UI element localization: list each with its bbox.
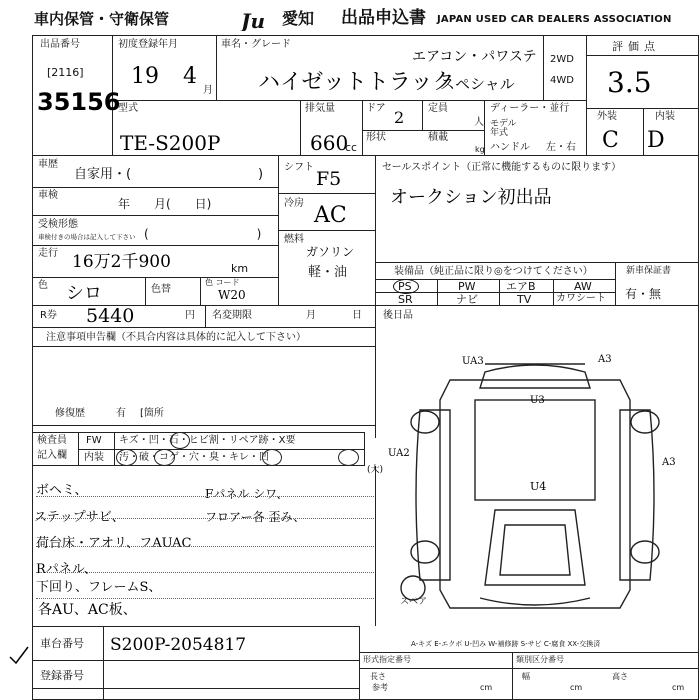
color-label: 色 [38,280,48,291]
color-change-label: 色替 [151,284,171,295]
name-change-day: 日 [352,310,362,321]
remark-4: フロアー各 歪み、 [205,510,306,524]
dealer-label: ディーラー・並行 [490,103,570,114]
exterior-grade: C [602,128,619,153]
repair-label: 修復歴 [55,408,85,419]
remark-8: 各AU、AC板、 [38,602,137,618]
car-name: ハイゼットトラック [258,70,455,95]
rear-seat-label: 後日品 [383,310,413,321]
lot-number: 35156 [37,88,121,116]
exterior-label: 外装 [597,111,617,122]
ticket-label: R券 [40,310,57,321]
inspector-label-1: 検査員 [37,435,67,446]
inspector-fw: FW [86,435,102,446]
remark-6: Rパネル、 [36,562,97,577]
displacement-value: 660 [310,131,349,155]
damage-mark-u4: U4 [530,480,547,493]
check-mark-icon [8,645,30,667]
ref-label: 参考 [372,683,388,692]
ju-logo-icon [240,9,280,31]
ju-logo [240,9,280,31]
registration-label: 初度登録年月 [118,39,178,50]
equip-airbag: エアB [506,280,536,293]
doors-label: ドア [366,103,386,114]
sales-point-text: オークション初出品 [390,187,552,208]
org-name: 愛知 [282,9,315,28]
color-code-value: W20 [218,288,246,302]
fuel-label: 燃料 [284,234,304,245]
grade-score: 3.5 [607,66,652,99]
remark-3: ステップサビ、 [34,510,125,525]
equip-aw: AW [574,280,592,293]
type-number-label: 形式指定番号 [363,655,411,664]
car-name-label: 車名・グレード [221,39,291,50]
reception-label: 受検形態 [38,219,78,230]
interior-grade: D [647,128,665,153]
name-change-label: 名変期限 [212,310,252,321]
inspection-date: 年 月( 日) [118,197,212,211]
reception-note: 車検付きの場合は記入して下さい [38,233,136,241]
name-change-month: 月 [306,310,316,321]
fuel-gasoline: ガソリン [306,245,355,259]
ticket-unit: 円 [185,310,195,321]
model-value: TE-S200P [120,131,221,155]
sales-point-label: セールスポイント（正常に機能するものに限ります） [382,162,622,173]
class-number-label: 類別区分番号 [516,655,564,664]
shift-label: シフト [284,162,314,173]
inspector-label-2: 記入欄 [37,450,67,461]
remark-2: Fパネル シワ、 [205,487,289,501]
english-title: JAPAN USED CAR DEALERS ASSOCIATION [437,14,672,25]
circle-mark-dent2 [338,449,359,466]
grade-line2: スペシャル [440,75,515,93]
remark-7: 下回り、フレームS、 [36,580,162,595]
equip-pw: PW [458,280,476,293]
height-unit: cm [672,683,685,692]
shift-value: F5 [316,168,342,190]
length-unit: cm [480,683,493,692]
damage-mark-ua3: UA3 [462,356,484,367]
displacement-label: 排気量 [305,103,335,114]
shape-label: 形状 [366,132,386,143]
damage-mark-ua2: UA2 [388,448,410,459]
aircon-value: AC [314,203,347,228]
interior-label: 内装 [655,111,675,122]
damage-mark-large: (大) [367,465,384,475]
drive-2wd: 2WD [550,54,574,65]
circle-mark-dirty [116,449,137,466]
reception-value: ( ) [144,227,262,241]
damage-mark-u3: U3 [530,395,545,406]
grade-label: 評価点 [612,40,660,53]
mileage-label: 走行 [38,248,58,259]
warranty-options: 有・無 [625,287,662,301]
repair-value: 有 [116,408,126,419]
displacement-unit: cc [345,141,358,154]
chassis-value: S200P-2054817 [110,635,247,655]
remark-5: 荷台床・アオリ、フAUAC [36,536,192,551]
fuel-light-oil: 軽・油 [308,265,348,280]
chassis-label: 車台番号 [40,637,84,650]
length-label: 長さ [370,672,386,681]
height-label: 高さ [612,672,628,681]
equipment-label: 装備品（純正品に限り◎をつけてください） [394,266,593,277]
damage-legend: A-キズ E-エクボ U-凹み W-補修跡 S-サビ C-腐食 XX-交換済 [411,640,601,648]
capacity-unit: 人 [474,117,484,128]
handle-label: ハンドル [490,142,530,153]
registration-month-unit: 月 [203,85,213,96]
notes-label: 注意事項申告欄（不具合内容は具体的に記入して下さい） [46,332,306,343]
inspection-label: 車検 [38,190,58,201]
circle-mark-dent [170,432,190,449]
mileage-unit: km [231,262,249,275]
equip-sr: SR [398,293,413,306]
spare-label: スペア [400,597,428,607]
ticket-value: 5440 [86,305,135,327]
mileage-value: 16万2千900 [72,252,171,272]
doors-value: 2 [394,108,405,127]
model-label: 型式 [118,103,138,114]
capacity-label: 定員 [428,103,448,114]
storage-label: 車内保管・守衛保管 [34,10,170,28]
lot-bracket: [2116] [47,66,84,79]
grade-line1: エアコン・パワステ [412,49,537,65]
circle-mark-odor [262,449,282,466]
drive-4wd: 4WD [550,75,574,86]
equip-ps-circle [393,279,419,294]
load-unit: kg [475,145,485,154]
repair-location: [箇所 [140,408,164,419]
warranty-label: 新車保証書 [626,266,672,276]
history-label: 車歴 [38,159,58,170]
equip-tv: TV [517,293,532,306]
color-value: シロ [66,283,102,304]
equip-ps: PS [398,280,412,293]
width-label: 幅 [522,672,530,681]
circle-mark-tear [154,449,175,466]
remark-1: ボヘミ、 [36,483,88,498]
handle-options: 左・右 [546,142,576,153]
color-code-label: 色 コード [205,278,240,287]
inspector-interior: 内装 [84,452,104,463]
lot-label: 出品番号 [40,39,80,50]
plate-label: 登録番号 [40,669,84,682]
history-close: ) [258,167,264,182]
inspector-fw-items: キズ・凹・石・ヒビ割・リペア跡・X要 [119,435,296,446]
history-value: 自家用・( [74,167,132,182]
equip-leather-seat: カワシート [556,293,606,304]
load-label: 積載 [428,132,448,143]
damage-mark-a3-top: A3 [598,354,612,365]
width-unit: cm [570,683,583,692]
inspector-interior-items: 汚・破・コゲ・穴・臭・キレ・凹 [119,452,269,463]
damage-mark-a3-right: A3 [662,457,676,468]
registration-year: 19 [131,64,159,89]
model-year-label: モデル年式 [490,119,517,138]
registration-month: 4 [183,64,197,89]
svg-text:Ju: Ju [241,9,266,31]
form-title: 出品申込書 [341,8,426,28]
aircon-label: 冷房 [284,198,304,209]
equip-navi: ナビ [456,293,478,306]
